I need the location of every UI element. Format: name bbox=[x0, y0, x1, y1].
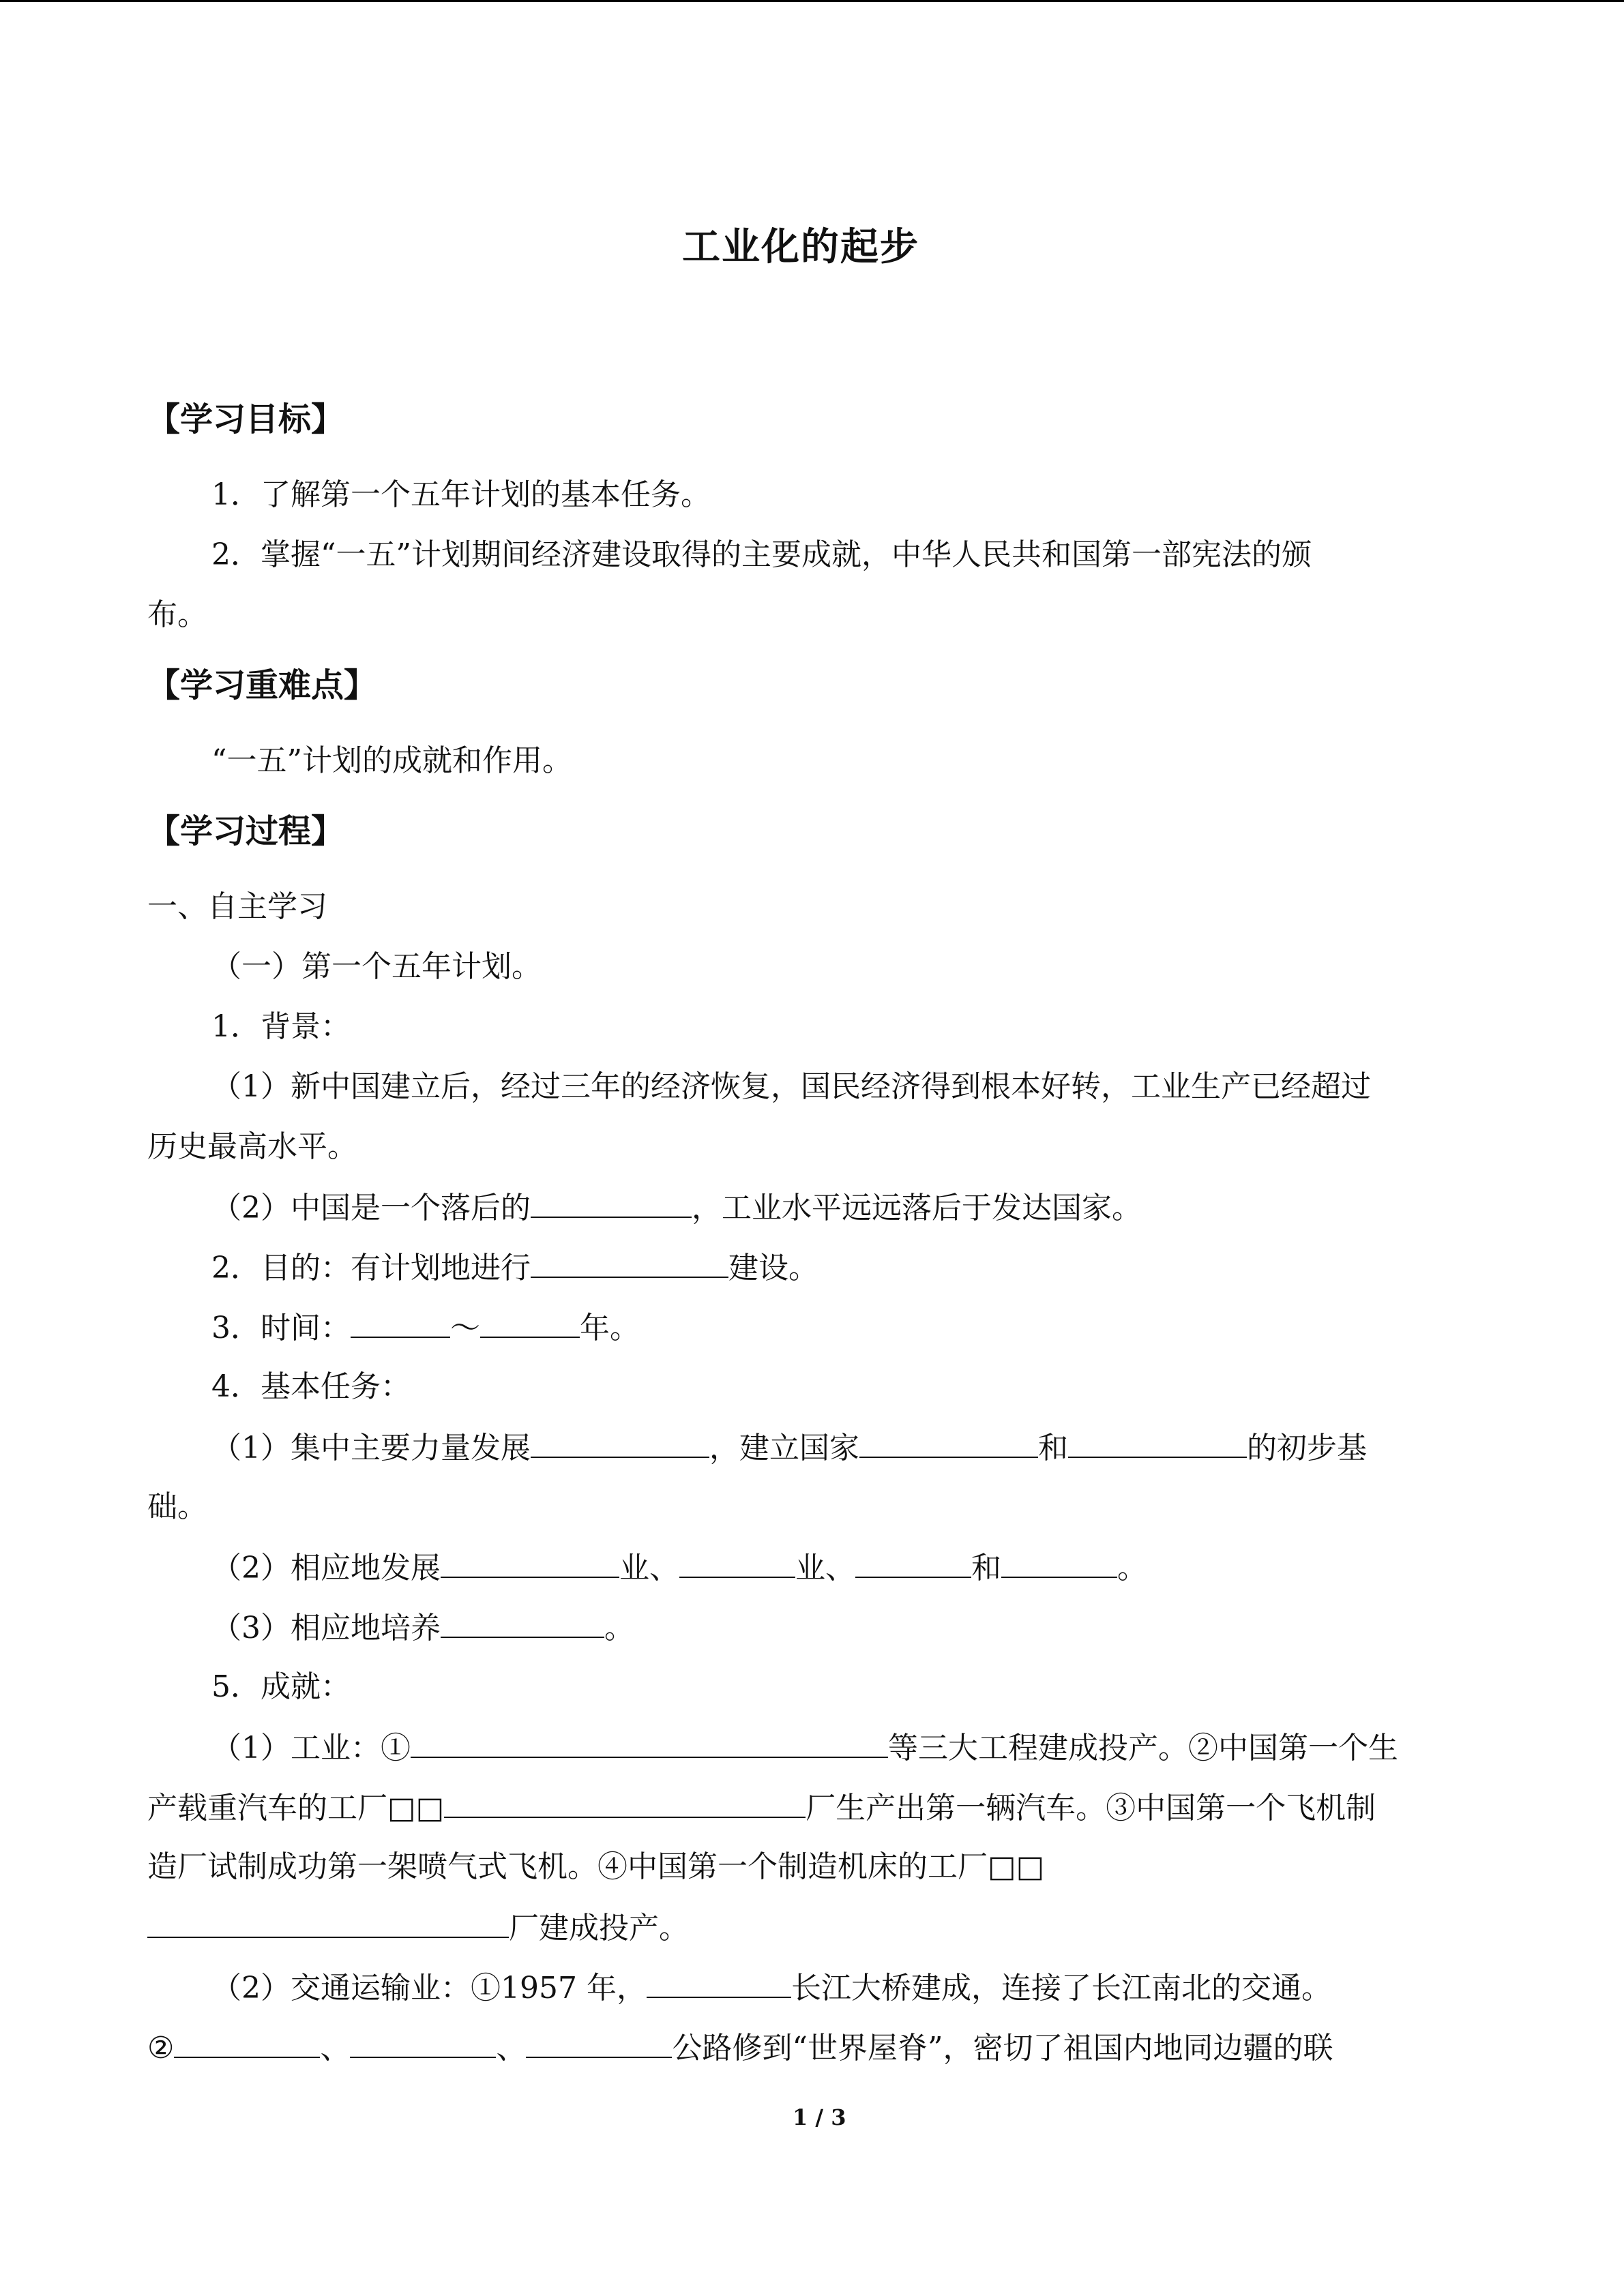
objectives-heading: 【学习目标】 bbox=[147, 400, 344, 438]
fill-in-blank[interactable] bbox=[480, 1307, 580, 1338]
text-segment: 和 bbox=[971, 1551, 1001, 1585]
fill-in-blank[interactable] bbox=[411, 1727, 888, 1758]
task-item-3 bbox=[211, 1607, 634, 1649]
text-segment: （2）相应地发展 bbox=[211, 1551, 441, 1585]
fill-in-blank[interactable] bbox=[531, 1187, 692, 1218]
text-segment: 和 bbox=[1038, 1431, 1068, 1465]
text-segment: （2）交通运输业：①1957 年， bbox=[211, 1971, 647, 2006]
achievements-heading: 5．成就： bbox=[211, 1669, 351, 1704]
first-five-year-plan-heading: （一）第一个五年计划。 bbox=[211, 949, 542, 984]
achievement-transport-line-1 bbox=[211, 1967, 1331, 2009]
text-segment: 厂建成投产。 bbox=[509, 1911, 689, 1945]
achievement-industry-line-1 bbox=[211, 1727, 1398, 1769]
text-segment: ② bbox=[147, 2031, 175, 2066]
text-segment: （1）集中主要力量发展 bbox=[211, 1431, 531, 1465]
achievement-transport-line-2 bbox=[147, 2027, 1333, 2069]
text-segment: 公路修到“世界屋脊”，密切了祖国内地同边疆的联 bbox=[672, 2031, 1333, 2066]
fill-in-blank[interactable] bbox=[441, 1607, 604, 1638]
page-title: 工业化的起步 bbox=[682, 225, 919, 269]
text-segment: ，建立国家 bbox=[709, 1431, 859, 1465]
text-segment: 3．时间： bbox=[211, 1311, 351, 1345]
text-segment: 长江大桥建成，连接了长江南北的交通。 bbox=[791, 1971, 1331, 2006]
background-item-2 bbox=[211, 1187, 1142, 1229]
fill-in-blank[interactable] bbox=[679, 1547, 795, 1578]
task-item-1 bbox=[211, 1427, 1367, 1469]
text-segment: ～ bbox=[450, 1311, 480, 1345]
fill-in-blank[interactable] bbox=[647, 1967, 791, 1998]
text-segment: （1）工业：① bbox=[211, 1731, 411, 1765]
basic-tasks-heading: 4．基本任务： bbox=[211, 1369, 411, 1404]
fill-in-blank[interactable] bbox=[1068, 1427, 1247, 1458]
achievement-industry-line-3: 造厂试制成功第一架喷气式飞机。④中国第一个制造机床的工厂□□ bbox=[147, 1849, 1045, 1884]
fill-in-blank[interactable] bbox=[526, 2027, 672, 2058]
text-segment: 。 bbox=[604, 1611, 634, 1645]
fill-in-blank[interactable] bbox=[351, 1307, 450, 1338]
objective-item-2: 2．掌握“一五”计划期间经济建设取得的主要成就，中华人民共和国第一部宪法的颁 bbox=[211, 537, 1312, 572]
task-item-2 bbox=[211, 1547, 1147, 1589]
text-segment: 、 bbox=[496, 2031, 527, 2066]
fill-in-blank[interactable] bbox=[855, 1547, 971, 1578]
top-border-line bbox=[0, 0, 1624, 2]
purpose-line bbox=[211, 1247, 818, 1289]
text-segment: 建设。 bbox=[728, 1251, 818, 1285]
fill-in-blank[interactable] bbox=[1001, 1547, 1117, 1578]
fill-in-blank[interactable] bbox=[531, 1427, 709, 1458]
fill-in-blank[interactable] bbox=[147, 1907, 509, 1938]
objective-item-2-cont: 布。 bbox=[147, 597, 207, 632]
fill-in-blank[interactable] bbox=[531, 1247, 728, 1278]
fill-in-blank[interactable] bbox=[174, 2027, 320, 2058]
text-segment: 。 bbox=[1117, 1551, 1147, 1585]
text-segment: 等三大工程建成投产。②中国第一个生 bbox=[888, 1731, 1398, 1765]
background-item-1: （1）新中国建立后，经过三年的经济恢复，国民经济得到根本好转，工业生产已经超过 bbox=[211, 1069, 1371, 1104]
time-line bbox=[211, 1307, 640, 1349]
key-points-heading: 【学习重难点】 bbox=[147, 666, 377, 704]
fill-in-blank[interactable] bbox=[859, 1427, 1038, 1458]
achievement-industry-line-2 bbox=[147, 1787, 1376, 1829]
page-number: 1 / 3 bbox=[793, 2104, 846, 2130]
key-points-text: “一五”计划的成就和作用。 bbox=[211, 743, 572, 778]
text-segment: 、 bbox=[320, 2031, 351, 2066]
background-heading: 1．背景： bbox=[211, 1009, 351, 1044]
fill-in-blank[interactable] bbox=[350, 2027, 496, 2058]
text-segment: ，工业水平远远落后于发达国家。 bbox=[692, 1191, 1142, 1225]
objective-item-1: 1．了解第一个五年计划的基本任务。 bbox=[211, 477, 711, 512]
text-segment: 业、 bbox=[619, 1551, 679, 1585]
text-segment: 的初步基 bbox=[1247, 1431, 1367, 1465]
process-heading: 【学习过程】 bbox=[147, 812, 344, 850]
task-item-1-cont: 础。 bbox=[147, 1489, 207, 1524]
text-segment: 2．目的：有计划地进行 bbox=[211, 1251, 531, 1285]
text-segment: 业、 bbox=[795, 1551, 855, 1585]
achievement-industry-line-4 bbox=[147, 1907, 689, 1949]
self-study-heading: 一、自主学习 bbox=[147, 889, 327, 924]
text-segment: （2）中国是一个落后的 bbox=[211, 1191, 531, 1225]
text-segment: （3）相应地培养 bbox=[211, 1611, 441, 1645]
fill-in-blank[interactable] bbox=[441, 1547, 619, 1578]
text-segment: 年。 bbox=[580, 1311, 640, 1345]
text-segment: 产载重汽车的工厂□□ bbox=[147, 1791, 445, 1825]
background-item-1-cont: 历史最高水平。 bbox=[147, 1129, 357, 1164]
text-segment: 厂生产出第一辆汽车。③中国第一个飞机制 bbox=[806, 1791, 1376, 1825]
fill-in-blank[interactable] bbox=[444, 1787, 806, 1818]
